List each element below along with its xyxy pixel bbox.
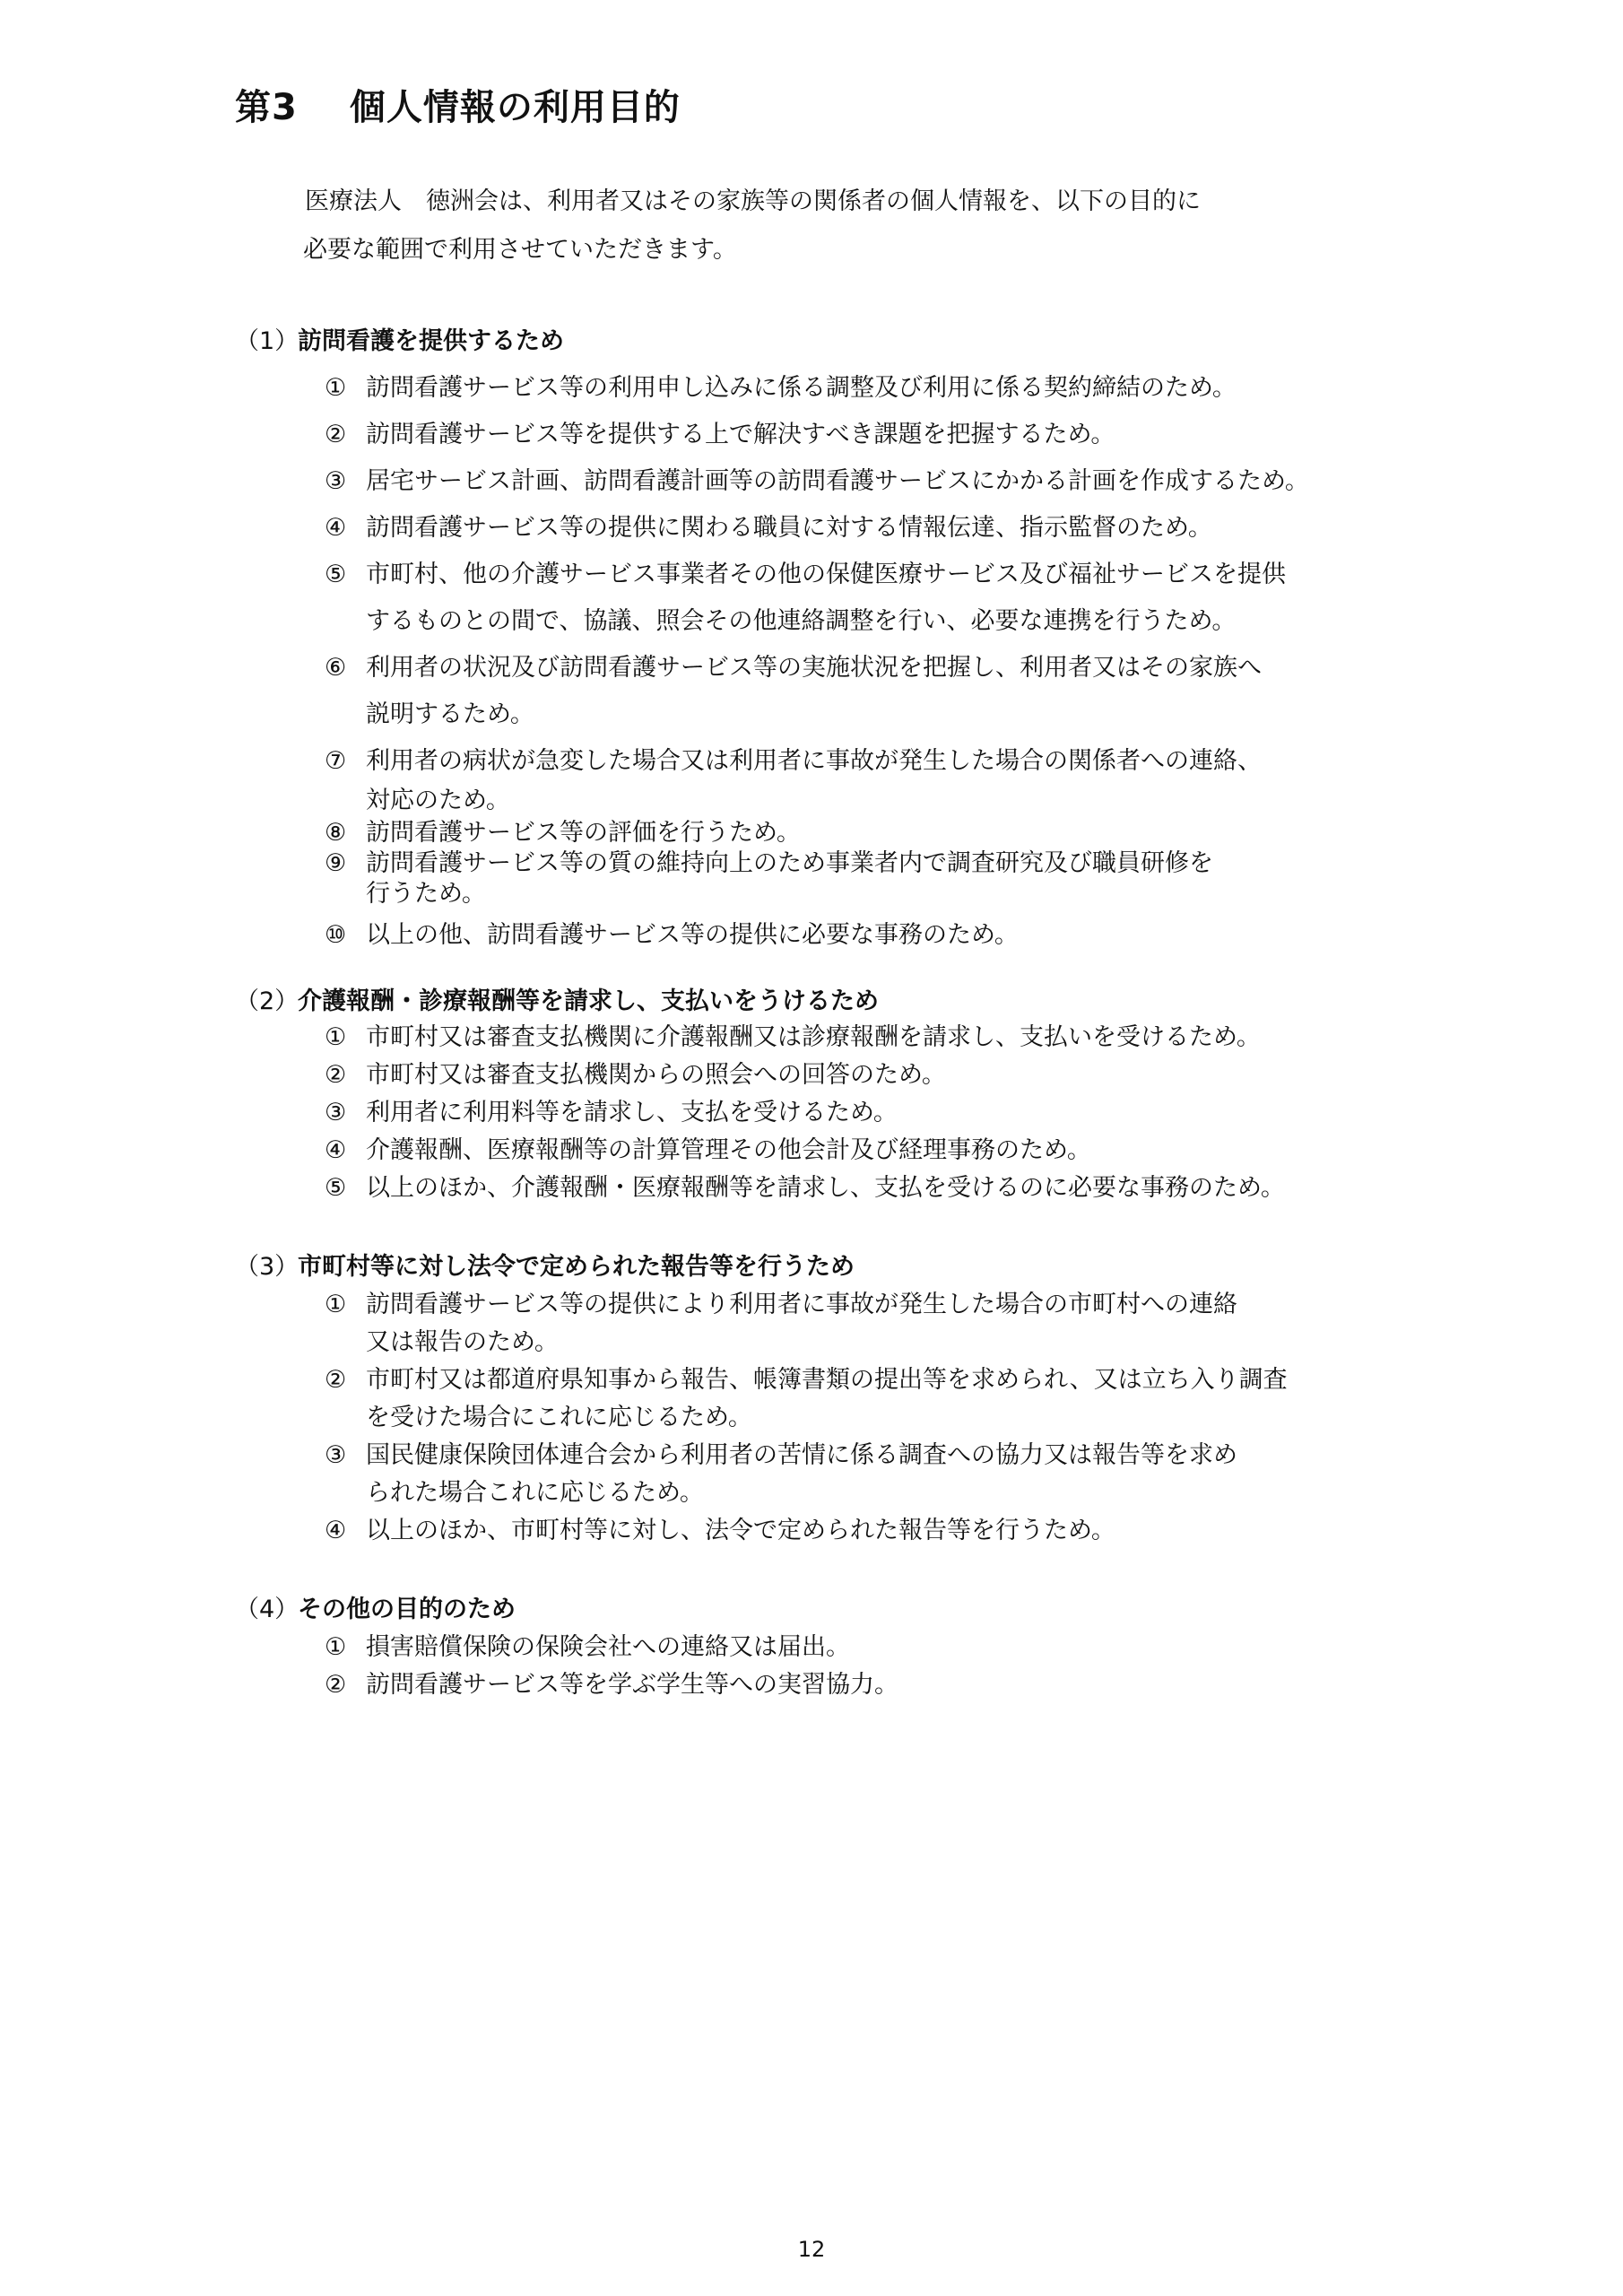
list-item: [325, 1130, 1091, 1165]
section-heading: [235, 1589, 516, 1624]
item-marker: ②: [325, 1671, 347, 1699]
item-text: 居宅サービス計画、訪問看護計画等の訪問看護サービスにかかる計画を作成するため。: [366, 467, 1309, 495]
section-number: （2）: [235, 987, 299, 1015]
item-text: 訪問看護サービス等を提供する上で解決すべき課題を把握するため。: [366, 421, 1115, 448]
item-marker: ⑩: [325, 921, 347, 949]
list-item: [325, 461, 1309, 496]
item-text-continuation: 対応のため。: [366, 787, 510, 814]
item-text: 訪問看護サービス等を学ぶ学生等への実習協力。: [366, 1671, 898, 1699]
section-heading: [235, 981, 879, 1016]
item-text: 損害賠償保険の保険会社への連絡又は届出。: [366, 1633, 850, 1661]
item-marker: ④: [325, 1517, 347, 1544]
item-marker: ①: [325, 1023, 347, 1051]
item-marker: ①: [325, 1633, 347, 1661]
item-marker: ③: [325, 467, 347, 495]
item-text: 市町村又は審査支払機関に介護報酬又は診療報酬を請求し、支払いを受けるため。: [366, 1023, 1261, 1051]
list-item: [325, 1665, 898, 1700]
item-text: 利用者の状況及び訪問看護サービス等の実施状況を把握し、利用者又はその家族へ: [366, 654, 1262, 682]
section-number: （1）: [235, 327, 299, 355]
chapter-title: 個人情報の利用目的: [349, 87, 681, 128]
item-marker: ②: [325, 1061, 347, 1089]
list-item: [325, 915, 1019, 950]
item-text-continuation: を受けた場合にこれに応じるため。: [366, 1404, 752, 1431]
item-marker: ②: [325, 421, 347, 448]
item-text: 以上のほか、市町村等に対し、法令で定められた報告等を行うため。: [366, 1517, 1115, 1544]
list-item: [325, 554, 1286, 589]
item-marker: ⑥: [325, 654, 347, 682]
section-heading: [235, 1247, 855, 1282]
item-text: 以上の他、訪問看護サービス等の提供に必要な事務のため。: [366, 921, 1019, 949]
list-item: [325, 1055, 946, 1090]
item-text: 訪問看護サービス等の提供に関わる職員に対する情報伝達、指示監督のため。: [366, 514, 1212, 542]
item-marker: ①: [325, 1291, 347, 1318]
item-text-continuation: 又は報告のため。: [366, 1328, 559, 1356]
list-item: [325, 1510, 1115, 1545]
item-text: 介護報酬、医療報酬等の計算管理その他会計及び経理事務のため。: [366, 1136, 1091, 1164]
item-marker: ⑤: [325, 561, 347, 588]
item-text: 市町村又は審査支払機関からの照会への回答のため。: [366, 1061, 946, 1089]
list-item: [325, 1435, 1237, 1470]
item-text: 以上のほか、介護報酬・医療報酬等を請求し、支払を受けるのに必要な事務のため。: [366, 1174, 1285, 1202]
section-title: 訪問看護を提供するため: [298, 327, 564, 355]
section-title: 介護報酬・診療報酬等を請求し、支払いをうけるため: [298, 987, 879, 1015]
section-number: （3）: [235, 1253, 299, 1281]
section-heading: [235, 321, 564, 356]
item-text: 利用者の病状が急変した場合又は利用者に事故が発生した場合の関係者への連絡、: [366, 747, 1262, 775]
item-marker: ④: [325, 514, 347, 542]
intro-paragraph: [305, 178, 1201, 274]
list-item: [325, 414, 1115, 449]
item-text: 市町村又は都道府県知事から報告、帳簿書類の提出等を求められ、又は立ち入り調査: [366, 1366, 1288, 1394]
item-marker: ③: [325, 1441, 347, 1469]
section-title: その他の目的のため: [298, 1596, 516, 1623]
item-marker: ①: [325, 374, 347, 402]
section-title: 市町村等に対し法令で定められた報告等を行うため: [298, 1253, 855, 1281]
page-number: 12: [797, 2237, 826, 2262]
list-item: [325, 1017, 1261, 1052]
item-marker: ⑨: [325, 849, 347, 877]
intro-line: 必要な範囲で利用させていただきます。: [303, 236, 737, 264]
item-text: 市町村、他の介護サービス事業者その他の保健医療サービス及び福祉サービスを提供: [366, 561, 1286, 588]
section-number: （4）: [235, 1596, 299, 1623]
list-item: [325, 648, 1262, 683]
item-marker: ⑦: [325, 747, 347, 775]
chapter-number: 第3: [235, 87, 298, 128]
item-text: 訪問看護サービス等の質の維持向上のため事業者内で調査研究及び職員研修を: [366, 849, 1213, 877]
item-text: 訪問看護サービス等の利用申し込みに係る調整及び利用に係る契約締結のため。: [366, 374, 1237, 402]
intro-line: 医療法人 徳洲会は、利用者又はその家族等の関係者の個人情報を、以下の目的に: [305, 187, 1201, 215]
list-item: [325, 508, 1212, 543]
list-item: [325, 368, 1237, 403]
list-item: [325, 741, 1262, 776]
list-item: [325, 1168, 1285, 1203]
item-text-continuation: られた場合これに応じるため。: [366, 1479, 704, 1507]
item-marker: ⑧: [325, 819, 347, 847]
item-marker: ⑤: [325, 1174, 347, 1202]
item-text: 訪問看護サービス等の提供により利用者に事故が発生した場合の市町村への連絡: [366, 1291, 1237, 1318]
item-text-continuation: 行うため。: [366, 880, 486, 908]
item-text-continuation: 説明するため。: [366, 700, 534, 728]
item-marker: ④: [325, 1136, 347, 1164]
list-item: [325, 1284, 1237, 1319]
item-text-continuation: するものとの間で、協議、照会その他連絡調整を行い、必要な連携を行うため。: [366, 607, 1237, 635]
item-marker: ③: [325, 1099, 347, 1126]
item-text: 国民健康保険団体連合会から利用者の苦情に係る調査への協力又は報告等を求め: [366, 1441, 1237, 1469]
list-item: [325, 1360, 1288, 1395]
item-text: 訪問看護サービス等の評価を行うため。: [366, 819, 801, 847]
list-item: [325, 1092, 898, 1127]
item-marker: ②: [325, 1366, 347, 1394]
page-title: [235, 79, 681, 130]
list-item: [325, 1627, 850, 1662]
item-text: 利用者に利用料等を請求し、支払を受けるため。: [366, 1099, 898, 1126]
